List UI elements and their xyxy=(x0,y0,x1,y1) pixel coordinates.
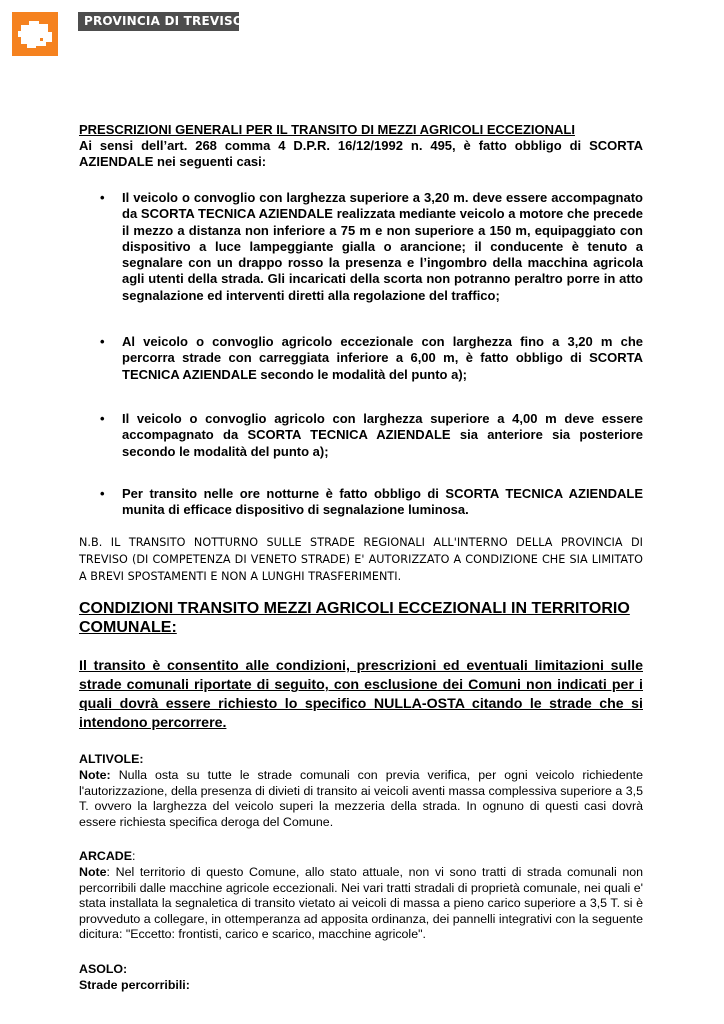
list-item-text: Il veicolo o convoglio con larghezza superiore a 3,20 m. deve essere accompagnato da SCORTA TECNICA AZIENDALE realizzata mediante veicolo a motore che precede il mezzo a distanza non inferiore a 75 m e non superiore a 150 m, equipaggiato con dispositivo a luce lampeggiante gialla o arancione; il conducente è tenuto a segnalare con un drappo rosso la presenza e l’ingombro della macchina agricola agli utenti della strada. Gli incaricati della scorta non potranno peraltro porre in atto segnalazione ed interventi diretti alla regolazione del traffico; xyxy=(122,190,643,303)
section-note xyxy=(79,865,643,943)
section-arcade xyxy=(79,849,643,943)
document-header xyxy=(12,12,712,56)
note-text: Nulla osta su tutte le strade comunali con previa verifica, per ogni veicolo richiedente l'autorizzazione, della presenza di divieti di transito ai veicoli aventi massa complessiva superiore a 3,5 T. ovvero la larghezza del veicolo superi la mezzeria della strada. In ognuno di questi casi dovrà essere richiesta specifica deroga del Comune. xyxy=(79,768,643,829)
section-title: ALTIVOLE: xyxy=(79,752,144,767)
note-text: : Nel territorio di questo Comune, allo stato attuale, non vi sono tratti di strada comunali non percorribili dalle macchine agricole eccezionali. Nei vari tratti stradali di proprietà comunale, nei quali e' stata installata la segnaletica di transito vietato ai veicoli di massa a pieno carico superiore a 3,5 T. si è provveduto a collegare, in ottemperanza ad apposita ordinanza, dei pannelli integrativi con la seguente dicitura: "Eccetto: frontisti, carico e scarico, macchine agricole". xyxy=(79,865,643,942)
list-item xyxy=(79,411,643,460)
section-note xyxy=(79,768,643,830)
brand-bar xyxy=(78,12,244,31)
brand-name: PROVINCIA DI TREVISO xyxy=(84,14,244,28)
section-title: ASOLO: xyxy=(79,961,128,976)
note-label: Note: xyxy=(79,768,111,783)
municipal-conditions-title: CONDIZIONI TRANSITO MEZZI AGRICOLI ECCEZIONALI IN TERRITORIO COMUNALE: xyxy=(79,600,630,637)
bullet-icon: • xyxy=(100,334,105,350)
bullet-icon: • xyxy=(100,190,105,205)
bullet-icon: • xyxy=(100,410,105,426)
transit-conditions-paragraph: Il transito è consentito alle condizioni, prescrizioni ed eventuali limitazioni sulle strade comunali riportate di seguito, con esclusione dei Comuni non indicati per i quali dovrà essere richiesto lo specifico NULLA-OSTA citando le strade che si intendono percorrere. xyxy=(79,658,643,732)
section-asolo xyxy=(79,962,643,993)
list-item-text: Per transito nelle ore notturne è fatto obbligo di SCORTA TECNICA AZIENDALE munita di efficace dispositivo di segnalazione luminosa. xyxy=(122,485,643,518)
requirements-list xyxy=(79,190,643,518)
list-item xyxy=(79,486,643,519)
list-item-text: Al veicolo o convoglio agricolo eccezionale con larghezza fino a 3,20 m che percorra strade con carreggiata inferiore a 6,00 m, è fatto obbligo di SCORTA TECNICA AZIENDALE secondo le modalità del punto a); xyxy=(122,334,643,382)
section-title: ARCADE xyxy=(79,849,133,864)
night-transit-note: N.B. IL TRANSITO NOTTURNO SULLE STRADE REGIONALI ALL'INTERNO DELLA PROVINCIA DI TREVISO (DI COMPETENZA DI VENETO STRADE) E' AUTORIZZATO A CONDIZIONE CHE SIA LIMITATO A BREVI SPOSTAMENTI E NON A LUNGHI TRASFERIMENTI. xyxy=(79,536,643,584)
bullet-icon: • xyxy=(100,485,105,501)
provincia-logo-icon xyxy=(12,12,58,56)
list-item xyxy=(79,334,643,383)
list-item-text: Il veicolo o convoglio agricolo con larghezza superiore a 4,00 m deve essere accompagnato da SCORTA TECNICA AZIENDALE sia anteriore sia posteriore secondo le modalità del punto a); xyxy=(122,410,643,459)
intro-paragraph: Ai sensi dell’art. 268 comma 4 D.P.R. 16/12/1992 n. 495, è fatto obbligo di SCORTA AZIENDALE nei seguenti casi: xyxy=(79,138,643,169)
section-title-row xyxy=(79,849,643,865)
section-altivole xyxy=(79,752,643,830)
general-prescriptions-title: PRESCRIZIONI GENERALI PER IL TRANSITO DI MEZZI AGRICOLI ECCEZIONALI xyxy=(79,122,575,137)
section-title-suffix: : xyxy=(132,849,136,864)
note-label: Note xyxy=(79,865,107,880)
document-body xyxy=(79,122,643,993)
section-subtitle: Strade percorribili: xyxy=(79,977,190,992)
list-item xyxy=(79,190,643,304)
